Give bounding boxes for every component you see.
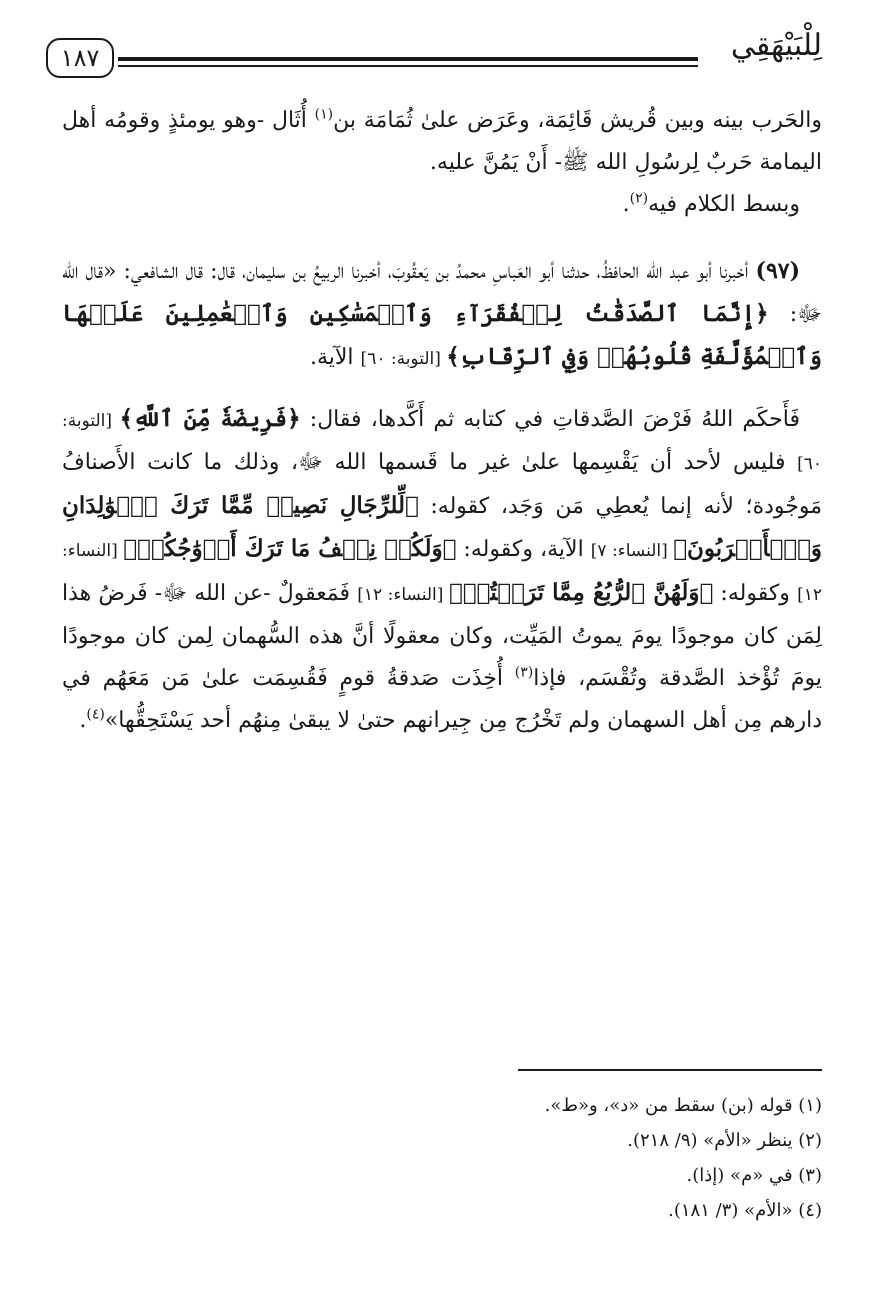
footnote-ref: (٣): [514, 664, 534, 681]
text-run: فَمَعقولٌ -عن الله ﷻ- فَرضُ هذا لِمَن كان موجودًا يومَ يموتُ المَيِّت، وكان معقولًا أنَّ هذه السُّهمان لِمن كان موجودًا يومَ تُؤْخذ الصَّدقة وتُقْسَم، فإذا: [62, 581, 822, 691]
text-run: الآية، وكقوله:: [456, 537, 591, 562]
verse-reference: [النساء: ٧]: [590, 541, 674, 561]
footnotes: [62, 1088, 822, 1228]
text-run: فليس لأحد أن يَقْسِمها علىٰ غير ما قَسمها الله ﷻ، وذلك ما كانت الأَصنافُ مَوجُودة؛ لأنه إنما يُعطِي مَن وَجَد، كقوله:: [62, 450, 823, 519]
footnote-ref: (٢): [629, 190, 649, 207]
text-run: .: [622, 192, 630, 217]
paragraph: [62, 184, 822, 226]
text-run: وبسط الكلام فيه: [648, 192, 800, 217]
text-run: أُثَال -وهو يومئذٍ وقومُه أهل اليمامة حَربٌ لِرسُولِ الله ﷺ- أَنْ يَمُنَّ عليه.: [62, 108, 822, 175]
text-run: وكقوله:: [713, 581, 798, 606]
footnote-separator: [518, 1069, 822, 1071]
quran-verse: ﴿لِّلرِّجَالِ نَصِيبٞ مِّمَّا تَرَكَ ٱلۡوَٰلِدَانِ وَٱلۡأَقۡرَبُونَ﴾: [62, 492, 823, 562]
footnote: (٢) ينظر «الأم» (٩/ ٢١٨).: [627, 1130, 822, 1151]
paragraph-hadith-97: [62, 250, 822, 380]
text-run: أخبرنا أبو عبد الله الحافظُ، حدثنا أبو العَباسِ محمدُ بن يَعقُوبَ، أخبرنا الربيعُ بن سليمان، قال: قال الشافعي: «قال الله ﷻ:: [62, 259, 822, 327]
text-run: .: [79, 708, 87, 733]
footnote: (٣) في «م» (إذا).: [686, 1165, 822, 1186]
text-run: فَأَحكَم اللهُ فَرْضَ الصَّدقاتِ في كتابه ثم أَكَّدها، فقال:: [300, 407, 800, 432]
text-run: أُخِذَت صَدقةُ قومٍ فَقُسِمَت علىٰ مَن مَعَهُم في دارهم مِن أهل السهمان ولم تَخْرُج مِن جِيرانهم حتىٰ لا يبقىٰ مِنهُم أحد يَسْتَحِقُّها»: [62, 666, 822, 733]
quran-verse: ﴿وَلَهُنَّ ٱلرُّبُعُ مِمَّا تَرَكۡتُمۡ﴾: [448, 579, 714, 606]
verse-reference: [التوبة: ٦٠]: [360, 349, 447, 369]
footnote-ref: (١): [314, 106, 334, 123]
verse-reference: [النساء: ١٢]: [357, 585, 449, 605]
verse-reference: [التوبة: ٦٠]: [62, 411, 822, 474]
footnote: (٤) «الأم» (٣/ ١٨١).: [668, 1200, 822, 1221]
text-run: والحَرب بينه وبين قُريش قَائِمَة، وعَرَض علىٰ ثُمَامَة بن: [333, 108, 822, 133]
quran-verse: ﴿إِنَّمَا ٱلصَّدَقَٰتُ لِلۡفُقَرَآءِ وَٱلۡمَسَٰكِينِ وَٱلۡعَٰمِلِينَ عَلَيۡهَا وَٱلۡمُؤَلَّفَةِ قُلُوبُهُمۡ وَفِي ٱلرِّقَابِ﴾: [62, 300, 822, 370]
paragraph: [62, 100, 822, 184]
footnote-ref: (٤): [86, 706, 105, 723]
footnote: (١) قوله (بن) سقط من «د»، و«ط».: [544, 1095, 822, 1116]
running-title: لِلْبَيْهَقِي: [730, 28, 822, 63]
quran-verse: ﴿وَلَكُمۡ نِصۡفُ مَا تَرَكَ أَزۡوَٰجُكُمۡ﴾: [123, 535, 457, 562]
paragraph: [62, 398, 822, 742]
main-text: [62, 100, 822, 742]
verse-reference: [النساء: ١٢]: [62, 541, 822, 605]
quran-verse: ﴿فَرِيضَةٗ مِّنَ ٱللَّهِ﴾: [119, 405, 301, 432]
header-rule: [118, 57, 698, 61]
page-number: ١٨٧: [46, 38, 114, 78]
text-run: الآية.: [309, 345, 361, 370]
hadith-number: (٩٧): [755, 258, 800, 284]
header-rule-thin: [118, 65, 698, 67]
page-header: [0, 24, 892, 96]
